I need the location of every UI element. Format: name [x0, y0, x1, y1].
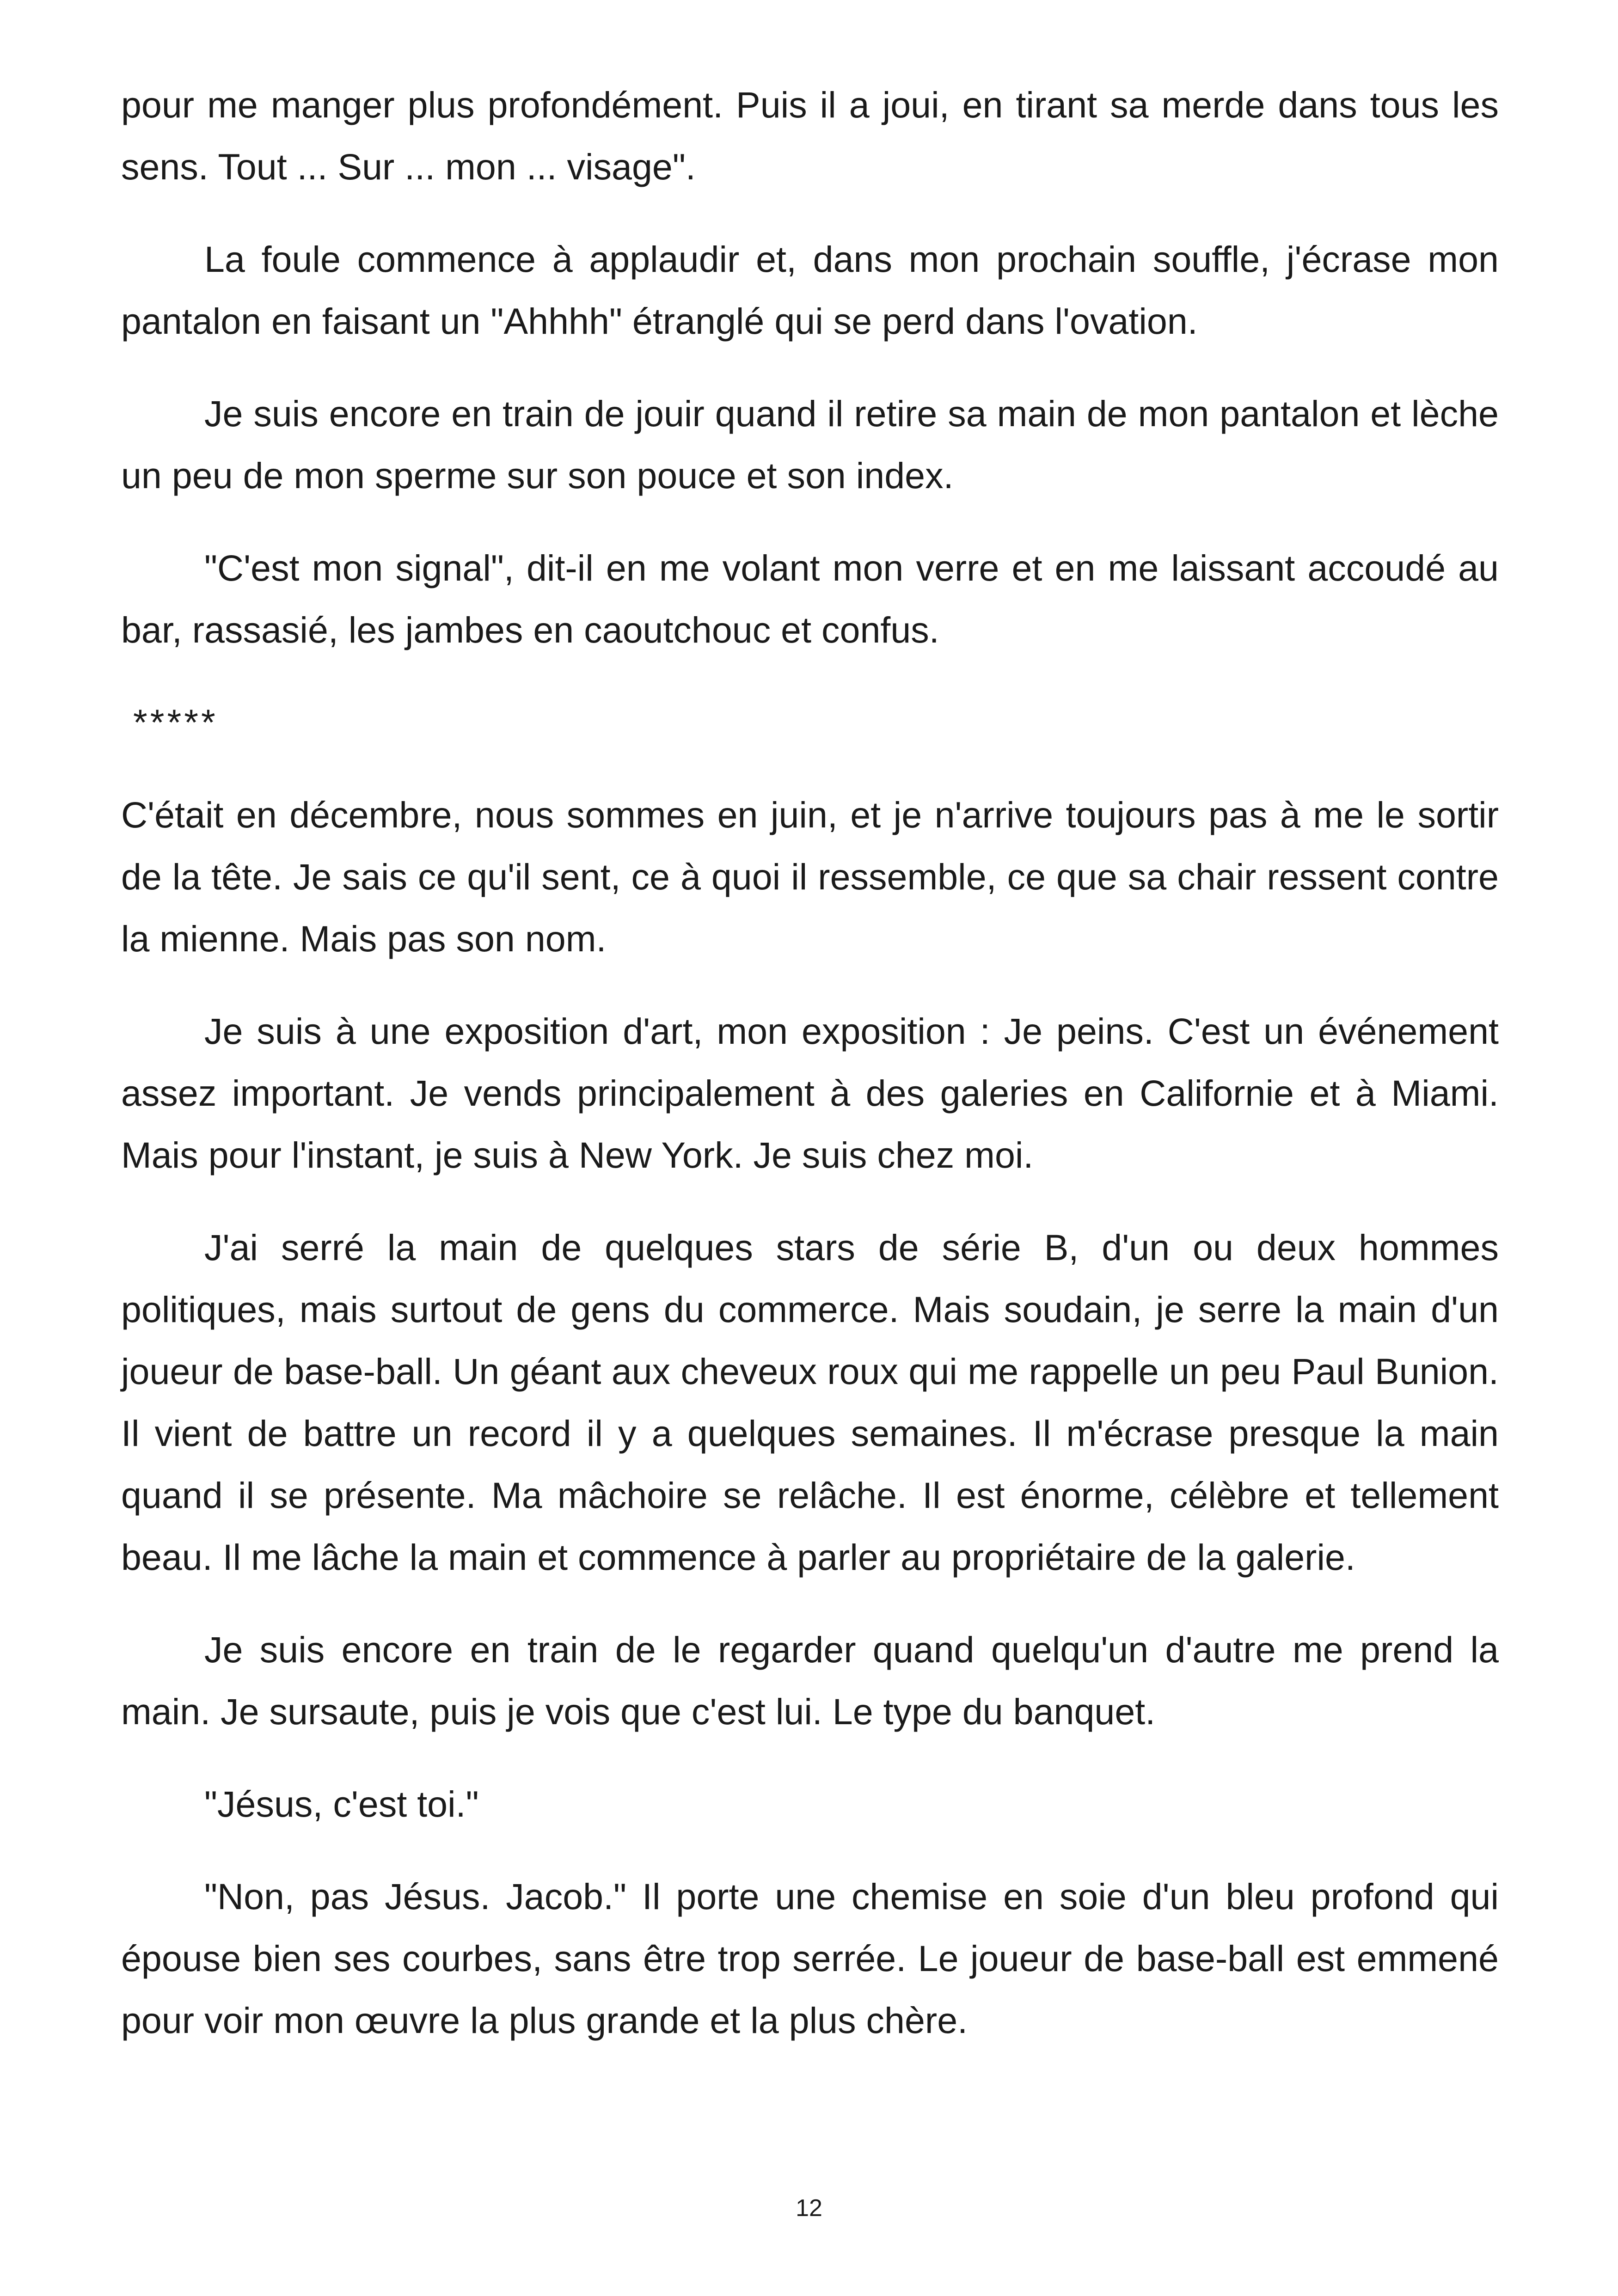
section-separator: *****	[133, 702, 218, 743]
page-number: 12	[796, 2195, 822, 2222]
paragraph-2: La foule commence à applaudir et, dans mon prochain souffle, j'écrase mon pantalon en faisant un "Ahhhh" étranglé qui se perd dans l'ovation.	[121, 239, 1499, 342]
text-column	[121, 74, 1499, 2082]
paragraph-5: C'était en décembre, nous sommes en juin, et je n'arrive toujours pas à me le sortir de la tête. Je sais ce qu'il sent, ce à quoi il ressemble, ce que sa chair ressent contre la mienne. Mais pas son nom.	[121, 794, 1499, 959]
paragraph-10: "Non, pas Jésus. Jacob." Il porte une chemise en soie d'un bleu profond qui épouse bien ses courbes, sans être trop serrée. Le joueur de base-ball est emmené pour voir mon œuvre la plus grande et la plus chère.	[121, 1876, 1499, 2041]
paragraph-4: "C'est mon signal", dit-il en me volant mon verre et en me laissant accoudé au bar, rassasié, les jambes en caoutchouc et confus.	[121, 547, 1499, 650]
paragraph-9: "Jésus, c'est toi."	[204, 1783, 479, 1825]
paragraph-1: pour me manger plus profondément. Puis il a joui, en tirant sa merde dans tous les sens. Tout ... Sur ... mon ... visage".	[121, 84, 1499, 187]
paragraph-8: Je suis encore en train de le regarder quand quelqu'un d'autre me prend la main. Je sursaute, puis je vois que c'est lui. Le type du banquet.	[121, 1629, 1499, 1732]
paragraph-3: Je suis encore en train de jouir quand il retire sa main de mon pantalon et lèche un peu de mon sperme sur son pouce et son index.	[121, 393, 1499, 496]
paragraph-6: Je suis à une exposition d'art, mon exposition : Je peins. C'est un événement assez important. Je vends principalement à des galeries en Californie et à Miami. Mais pour l'instant, je suis à New York. Je suis chez moi.	[121, 1010, 1499, 1176]
paragraph-7: J'ai serré la main de quelques stars de série B, d'un ou deux hommes politiques, mais surtout de gens du commerce. Mais soudain, je serre la main d'un joueur de base-ball. Un géant aux cheveux roux qui me rappelle un peu Paul Bunion. Il vient de battre un record il y a quelques semaines. Il m'écrase presque la main quand il se présente. Ma mâchoire se relâche. Il est énorme, célèbre et tellement beau. Il me lâche la main et commence à parler au propriétaire de la galerie.	[121, 1227, 1499, 1578]
